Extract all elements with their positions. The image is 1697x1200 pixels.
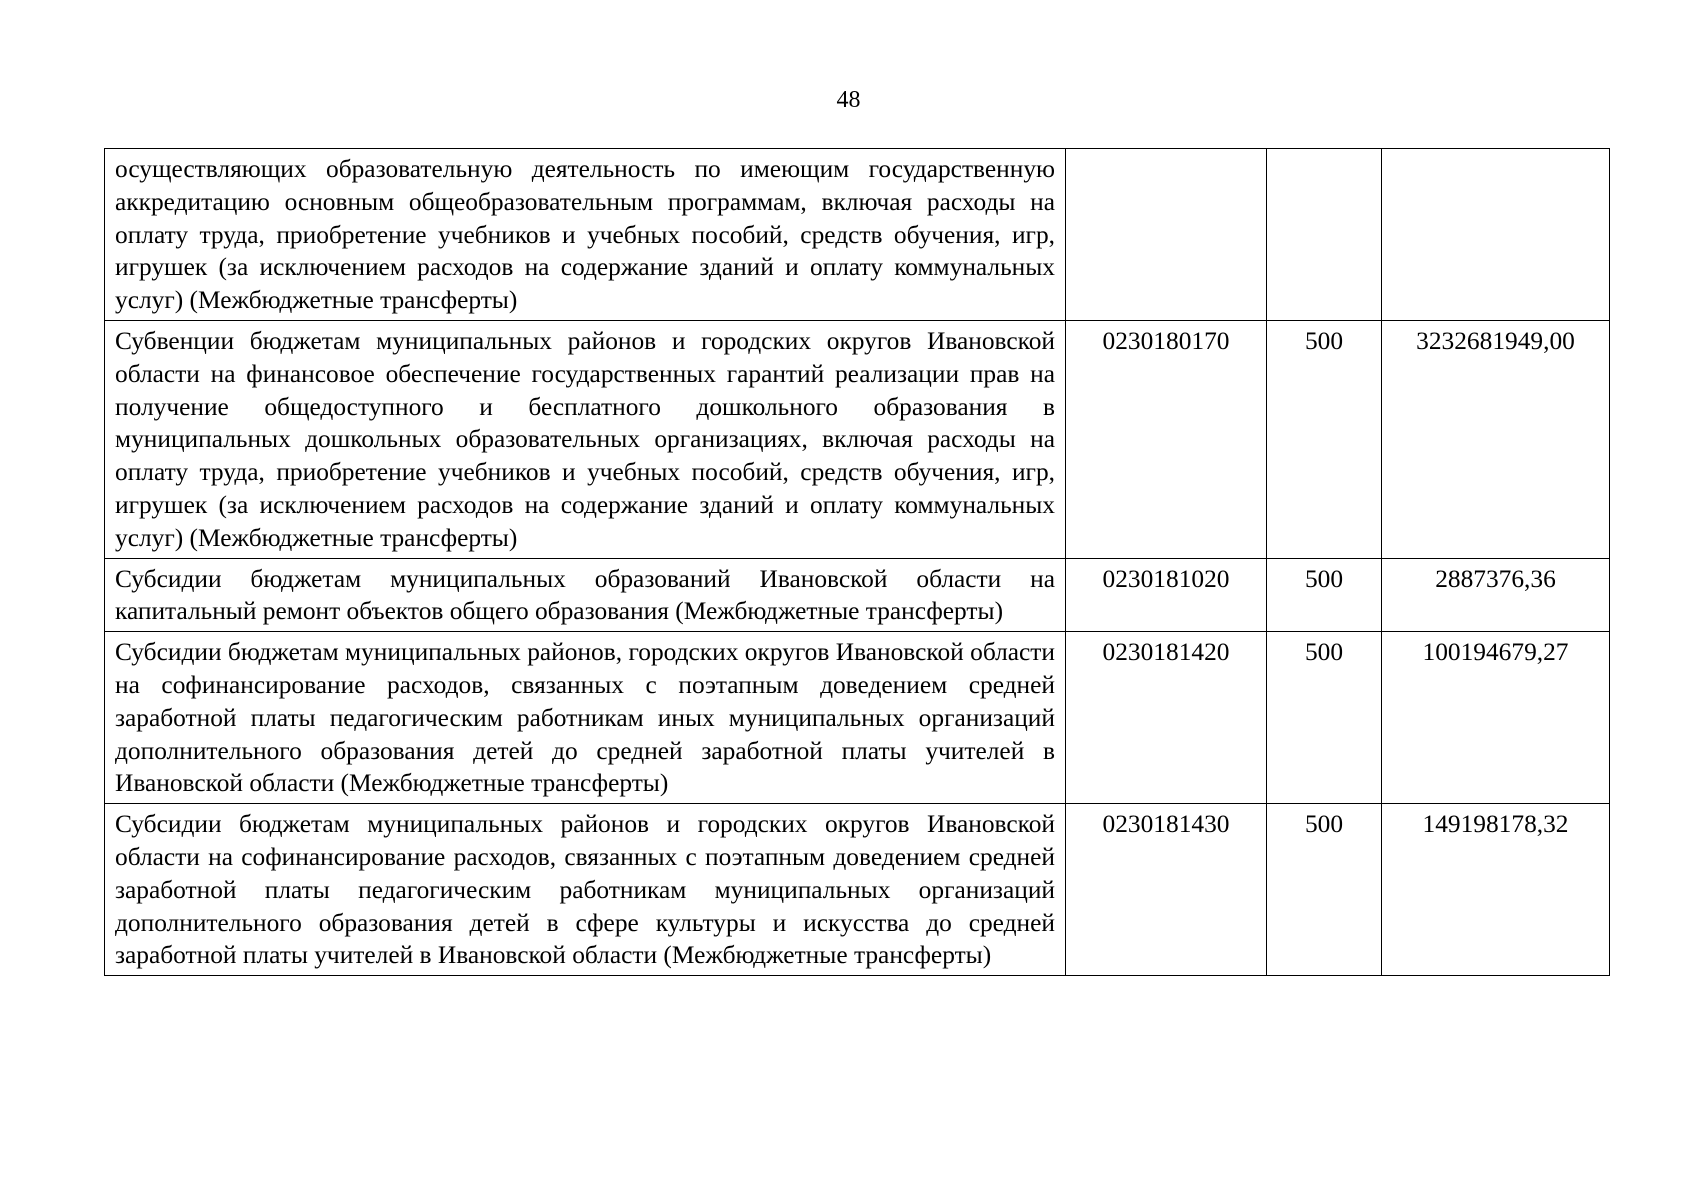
- row-description: осуществляющих образовательную деятельность по имеющим государственную аккредитацию основным общеобразовательным программам, включая расходы на оплату труда, приобретение учебников и учебных пособий, средств обучения, игр, игрушек (за исключением расходов на содержание зданий и оплату коммунальных услуг) (Межбюджетные трансферты): [105, 149, 1066, 321]
- table-row: [105, 320, 1610, 558]
- row-description: Субсидии бюджетам муниципальных районов, городских округов Ивановской области на софинансирование расходов, связанных с поэтапным доведением средней заработной платы педагогическим работникам иных муниципальных организаций дополнительного образования детей до средней заработной платы учителей в Ивановской области (Межбюджетные трансферты): [105, 632, 1066, 804]
- row-code: 0230181020: [1066, 558, 1267, 632]
- row-description: Субсидии бюджетам муниципальных районов и городских округов Ивановской области на софинансирование расходов, связанных с поэтапным доведением средней заработной платы педагогическим работникам муниципальных организаций дополнительного образования детей в сфере культуры и искусства до средней заработной платы учителей в Ивановской области (Межбюджетные трансферты): [105, 804, 1066, 976]
- row-expense-type: [1267, 149, 1382, 321]
- row-amount: 3232681949,00: [1382, 320, 1610, 558]
- table-row: [105, 558, 1610, 632]
- table-row: [105, 149, 1610, 321]
- table-row: [105, 632, 1610, 804]
- table-row: [105, 804, 1610, 976]
- row-code: 0230180170: [1066, 320, 1267, 558]
- row-amount: 100194679,27: [1382, 632, 1610, 804]
- row-amount: [1382, 149, 1610, 321]
- budget-table: [104, 148, 1610, 976]
- row-description: Субсидии бюджетам муниципальных образований Ивановской области на капитальный ремонт объектов общего образования (Межбюджетные трансферты): [105, 558, 1066, 632]
- row-expense-type: 500: [1267, 558, 1382, 632]
- row-expense-type: 500: [1267, 632, 1382, 804]
- row-description: Субвенции бюджетам муниципальных районов и городских округов Ивановской области на финансовое обеспечение государственных гарантий реализации прав на получение общедоступного и бесплатного дошкольного образования в муниципальных дошкольных образовательных организациях, включая расходы на оплату труда, приобретение учебников и учебных пособий, средств обучения, игр, игрушек (за исключением расходов на содержание зданий и оплату коммунальных услуг) (Межбюджетные трансферты): [105, 320, 1066, 558]
- row-expense-type: 500: [1267, 804, 1382, 976]
- row-amount: 2887376,36: [1382, 558, 1610, 632]
- page-number: 48: [836, 87, 861, 113]
- row-code: 0230181430: [1066, 804, 1267, 976]
- row-expense-type: 500: [1267, 320, 1382, 558]
- row-code: [1066, 149, 1267, 321]
- row-amount: 149198178,32: [1382, 804, 1610, 976]
- row-code: 0230181420: [1066, 632, 1267, 804]
